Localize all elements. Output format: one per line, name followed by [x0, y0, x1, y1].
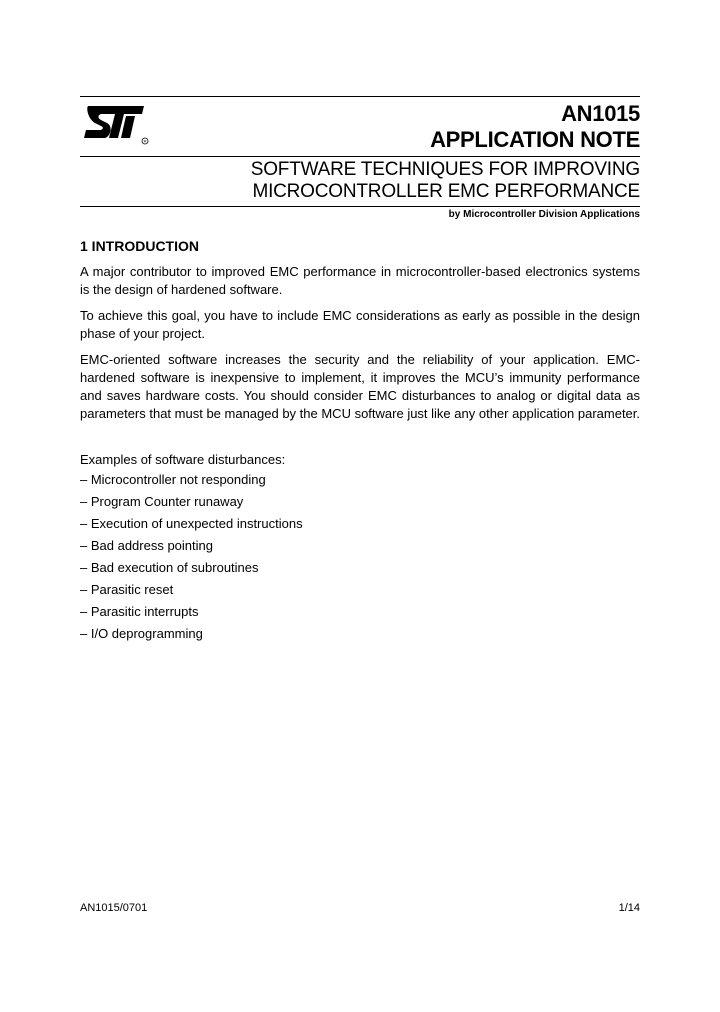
list-item: – Parasitic reset — [80, 582, 174, 597]
header-top-rule — [80, 96, 640, 97]
header-middle-rule — [80, 156, 640, 157]
list-item: – Microcontroller not responding — [80, 472, 266, 487]
document-type: APPLICATION NOTE — [430, 127, 640, 152]
footer-page-number: 1/14 — [618, 902, 640, 914]
list-item: – Bad execution of subroutines — [80, 560, 259, 575]
disturbance-list — [80, 471, 303, 647]
footer-document-code: AN1015/0701 — [80, 902, 148, 914]
paragraph-3: EMC-oriented software increases the security and the reliability of your application. EMC-hardened software is inexpensive to implement, it improves the MCU’s immunity performance and saves hardware costs. You should consider EMC disturbances to analog or digital data as parameters that must be managed by the MCU software just like any other application parameter. — [80, 352, 641, 421]
list-item: – Execution of unexpected instructions — [80, 516, 303, 531]
document-subtitle — [80, 159, 640, 203]
list-item: – Bad address pointing — [80, 538, 213, 553]
list-item: – Program Counter runaway — [80, 494, 244, 509]
paragraph-1: A major contributor to improved EMC performance in microcontroller-based electronics systems is the design of hardened software. — [80, 264, 640, 297]
subtitle-line-2: MICROCONTROLLER EMC PERFORMANCE — [252, 181, 640, 202]
list-item: – I/O deprogramming — [80, 626, 203, 641]
paragraph-4: Examples of software disturbances: — [80, 452, 286, 467]
paragraph-2: To achieve this goal, you have to include EMC considerations as early as possible in the design phase of your project. — [80, 308, 640, 341]
subtitle-line-1: SOFTWARE TECHNIQUES FOR IMPROVING — [250, 159, 640, 180]
list-item: – Parasitic interrupts — [80, 604, 199, 619]
document-number: AN1015 — [561, 101, 640, 126]
svg-text:R: R — [143, 138, 147, 144]
st-logo-icon — [82, 104, 152, 150]
author-byline: by Microcontroller Division Applications — [448, 209, 640, 220]
header-bottom-rule — [80, 206, 640, 207]
section-heading: 1 INTRODUCTION — [80, 238, 199, 254]
